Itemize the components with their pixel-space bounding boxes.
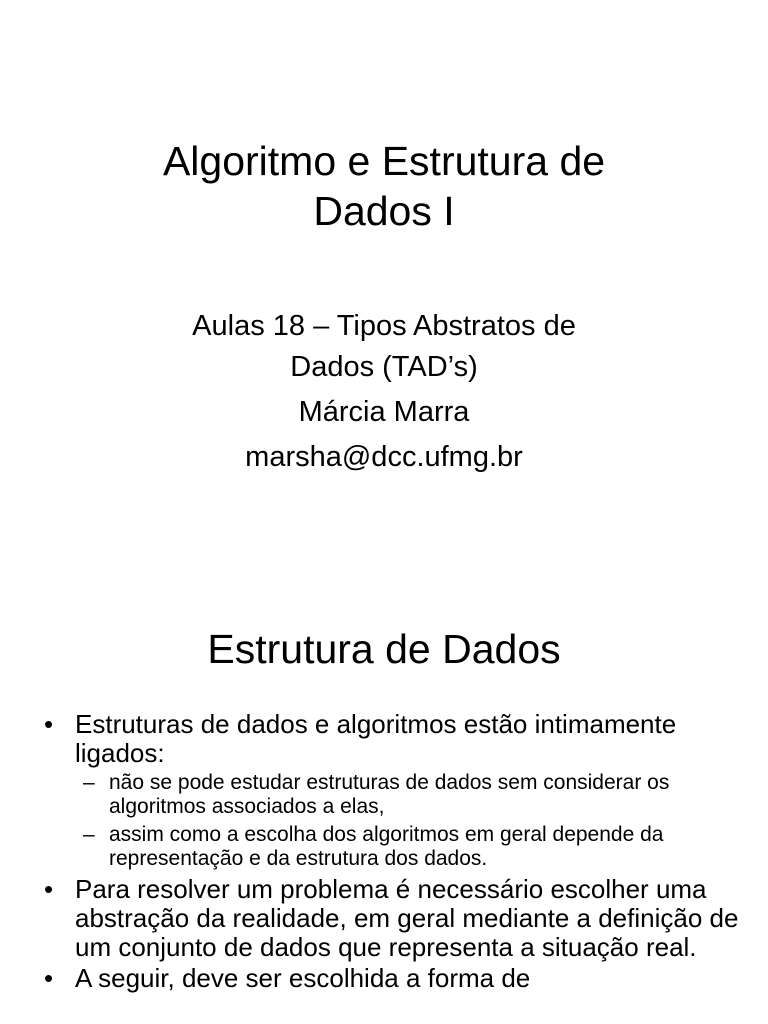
dash-icon: – xyxy=(83,823,95,846)
sub-bullet-item xyxy=(75,771,744,819)
bullet-list xyxy=(44,710,744,995)
slide-title: Estrutura de Dados xyxy=(207,626,561,672)
dash-icon: – xyxy=(83,771,95,794)
bullet-item xyxy=(44,710,744,871)
bullet-icon: • xyxy=(44,709,54,739)
sub-bullet-list xyxy=(75,771,744,871)
bullet-item xyxy=(44,964,744,993)
bullet-item xyxy=(44,875,744,962)
lecture-title-line: Aulas 18 – Tipos Abstratos de xyxy=(192,310,576,342)
bullet-icon: • xyxy=(44,874,54,904)
bullet-text: Estruturas de dados e algoritmos estão intimamente ligados: xyxy=(75,709,677,768)
bullet-text: A seguir, deve ser escolhida a forma de xyxy=(75,963,531,993)
sub-bullet-text: assim como a escolha dos algoritmos em geral depende da representação e da estrutura dos dados. xyxy=(109,823,664,870)
content-slide xyxy=(0,560,768,1024)
author-name: Márcia Marra xyxy=(298,396,470,428)
bullet-icon: • xyxy=(44,963,54,993)
author-email: marsha@dcc.ufmg.br xyxy=(245,441,523,473)
title-line: Dados I xyxy=(313,188,455,234)
sub-bullet-item xyxy=(75,823,744,871)
sub-bullet-text: não se pode estudar estruturas de dados sem considerar os algoritmos associados a elas, xyxy=(109,771,670,818)
slide-subtitle xyxy=(0,306,768,478)
lecture-title xyxy=(0,306,768,388)
title-line: Algoritmo e Estrutura de xyxy=(162,138,606,184)
bullet-text: Para resolver um problema é necessário escolher uma abstração da realidade, em geral mediante a definição de um conjunto de dados que representa a situação real. xyxy=(75,874,739,962)
lecture-title-line: Dados (TAD’s) xyxy=(290,351,478,383)
slide-title xyxy=(0,136,768,236)
